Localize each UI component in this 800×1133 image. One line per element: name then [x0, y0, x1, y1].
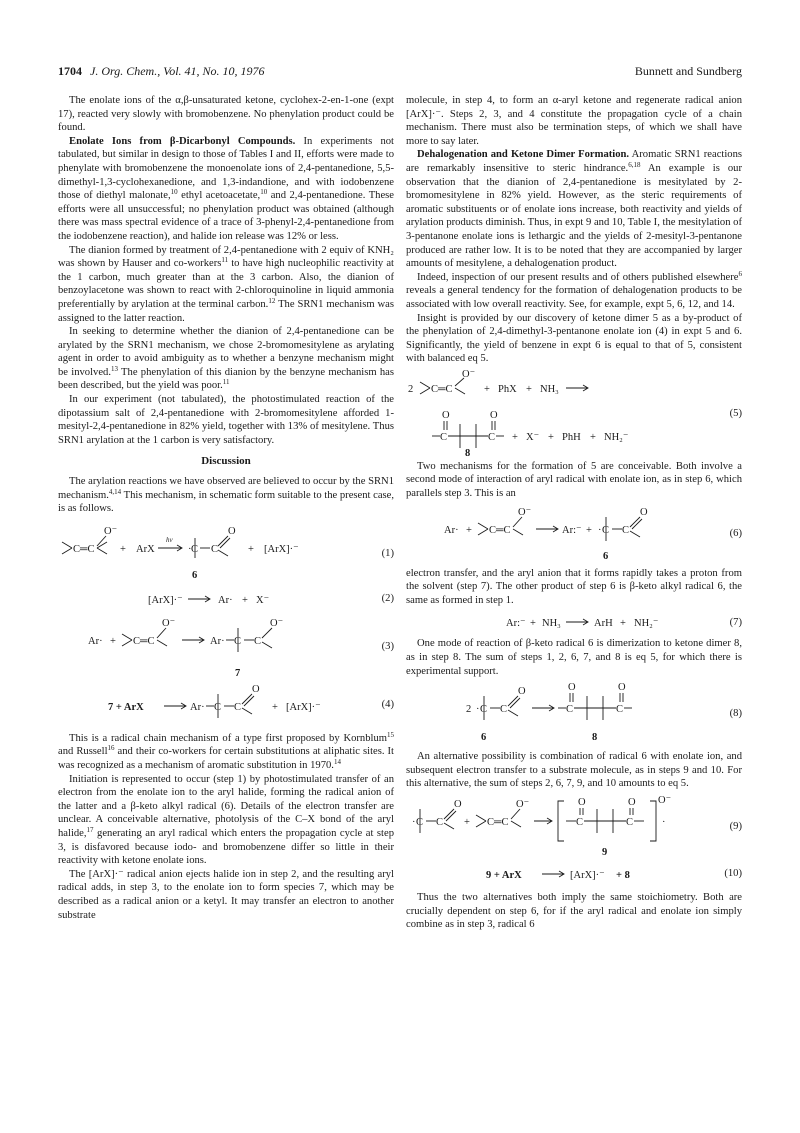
svg-text:O⁻: O⁻ — [462, 368, 476, 380]
svg-text:C: C — [602, 524, 610, 536]
svg-text:NH₂⁻: NH₂⁻ — [634, 618, 659, 630]
header-authors: Bunnett and Sundberg — [634, 64, 742, 78]
svg-text:C═C: C═C — [487, 817, 509, 828]
svg-text:+: + — [530, 618, 536, 630]
svg-text:O: O — [618, 682, 626, 694]
equation-number: (1) — [381, 548, 394, 560]
svg-text:9 + ArX: 9 + ArX — [486, 870, 522, 881]
svg-text:O: O — [442, 409, 450, 421]
paragraph: In seeking to determine whether the dianion of 2,4-pentanedione can be arylated by the SRN1 mechanism, we chose 2-bromomesitylene as arylating agent in order to avoid ambiguity as to whether a benzyne mechanism might be involved.$^{13}$ The phenylation of this dianion by the benzyne mechanism has been described, but the yield was poor.$^{11}$ — [58, 326, 394, 392]
svg-text:NH₃: NH₃ — [540, 383, 559, 395]
paragraph: Dehalogenation and Ketone Dimer Formation. Aromatic SRN1 reactions are remarkably insensitive to steric hindrance.$^{6,18}$ An example is our observation that the dianion of 2,4-pentanedione is mesitylated by 2-bromomesitylene in 82% yield. However, as the steric requirements of aromatic substituents or of enolate ions increase, both reactivity and yields of arylation products diminish. Thus, in expt 9 and 10, Table I, the mesitylation of 3-pentanone enolate ions is lethargic and the yields of 2-mesityl-3-pentanone produced are rather low. It is to be noted that they are accompanied by larger amounts of mesitylene, a dehalogenation product. — [406, 149, 742, 270]
citation: 13 — [110, 364, 118, 373]
journal-citation: J. Org. Chem., Vol. 41, No. 10, 1976 — [90, 64, 265, 78]
svg-text:Ar·: Ar· — [210, 635, 225, 647]
paragraph: Indeed, inspection of our present results and of others published elsewhere$^6$ reveals a general tendency for the formation of dehalogenation products to be associated with low overall reactivity. See, for example, expt 5, 6, 12, and 14. — [406, 269, 742, 310]
paragraph: Enolate Ions from β-Dicarbonyl Compounds. In experiments not tabulated, but similar in design to those of Tables I and II, efforts were made to phenylate with bromobenzene the monoenolate ions of 2,4-pentanedione, 5,5-dimethyl-1,3-cyclohexanedione, and 1,3-indandione, and with iodobenzene those of diethyl malonate,$^{10}$ ethyl acetoacetate,$^{10}$ and 2,4-pentanedione. These efforts were all unsuccessful; no phenylation product was obtained (although there was mass spectral evidence of a trace of 3-phenyl-2,4-pentanedione from the iodobenzene reaction), and halide ion release was 12% or less. — [58, 135, 395, 242]
equation-number: (7) — [729, 616, 742, 628]
run-in-heading: Dehalogenation and Ketone Dimer Formation. — [417, 149, 630, 161]
svg-text:+: + — [464, 817, 470, 828]
citation: 11 — [221, 256, 229, 265]
svg-text:C: C — [616, 704, 624, 716]
running-header — [58, 64, 742, 80]
citation: 17 — [86, 825, 94, 834]
citation: 6,18 — [628, 160, 641, 169]
svg-text:2: 2 — [466, 704, 472, 716]
svg-text:O⁻: O⁻ — [270, 617, 284, 629]
equation-number: (9) — [729, 821, 742, 833]
equation-number: (8) — [729, 708, 742, 720]
svg-text:O: O — [640, 506, 648, 518]
equation-number: (5) — [729, 408, 742, 420]
svg-text:·: · — [188, 543, 192, 555]
equation-number: (6) — [729, 527, 742, 539]
svg-text:O⁻: O⁻ — [518, 506, 532, 518]
svg-text:C: C — [191, 543, 199, 555]
svg-text:Ar:⁻: Ar:⁻ — [562, 524, 582, 536]
svg-text:6: 6 — [192, 569, 198, 581]
svg-text:+: + — [242, 594, 248, 606]
equation-7-structure — [406, 611, 706, 633]
svg-text:NH₂⁻: NH₂⁻ — [604, 431, 629, 443]
citation: 11 — [222, 378, 230, 387]
svg-text:8: 8 — [592, 732, 598, 744]
svg-text:ArH: ArH — [594, 618, 613, 630]
svg-text:·: · — [476, 704, 480, 716]
equation-number: (4) — [381, 699, 394, 711]
equation-6-structure — [406, 505, 706, 563]
paragraph: molecule, in step 4, to form an α-aryl ketone and regenerate radical anion [ArX]·⁻. Steps 2, 3, and 4 constitute the propagation cycle of a chain mechanism. There must also be termination steps, of which we shall have more to say later. — [406, 95, 742, 147]
svg-text:C═C: C═C — [133, 635, 155, 647]
citation: 10 — [260, 188, 268, 197]
svg-text:·: · — [598, 524, 602, 536]
svg-text:O⁻: O⁻ — [658, 795, 672, 806]
equation-5-structure — [406, 368, 706, 459]
citation: 4,14 — [108, 487, 122, 496]
svg-text:C═C: C═C — [73, 543, 95, 555]
svg-text:PhX: PhX — [498, 383, 517, 395]
svg-text:O: O — [568, 682, 576, 694]
svg-text:+: + — [590, 431, 596, 443]
svg-text:Ar·: Ar· — [190, 701, 205, 713]
svg-text:O: O — [578, 797, 586, 808]
svg-text:+: + — [248, 543, 254, 555]
citation: 6 — [738, 269, 742, 278]
svg-text:+: + — [620, 618, 626, 630]
svg-text:Ar·: Ar· — [218, 594, 233, 606]
svg-text:7: 7 — [235, 667, 241, 679]
svg-text:X⁻: X⁻ — [256, 594, 270, 606]
equation-8 — [406, 682, 742, 746]
svg-text:C: C — [234, 701, 242, 713]
svg-text:+: + — [512, 431, 518, 443]
svg-text:C: C — [500, 704, 508, 716]
svg-text:C: C — [214, 701, 222, 713]
citation: 14 — [333, 758, 341, 766]
paragraph: Insight is provided by our discovery of ketone dimer 5 as a by-product of the phenylation of 2,4-dimethyl-3-pentanone enolate ion (4) in expt 5 and 6. Significantly, the yield of benzene in expt 6 is equal to that of 5, consistent with balanced eq 5. — [406, 312, 742, 365]
citation: 15 — [387, 730, 394, 739]
svg-text:PhH: PhH — [562, 431, 581, 443]
equation-4 — [58, 684, 394, 726]
equation-2-structure — [58, 588, 358, 610]
svg-text:C: C — [436, 817, 444, 828]
svg-text:O⁻: O⁻ — [516, 799, 530, 810]
svg-text:NH₃: NH₃ — [542, 618, 561, 630]
svg-text:+: + — [484, 383, 490, 395]
svg-text:O: O — [490, 409, 498, 421]
svg-text:O: O — [252, 683, 260, 695]
page-number: 1704 — [58, 64, 82, 78]
svg-text:+: + — [110, 635, 116, 647]
paragraph: The [ArX]·⁻ radical anion ejects halide ion in step 2, and the resulting aryl radical adds, in step 3, to the enolate ion to form species 7, which may be described as a radical anion or a ketyl. It may transfer an electron to another substrate — [58, 868, 394, 921]
section-title: Discussion — [201, 455, 251, 468]
paragraph: In our experiment (not tabulated), the photostimulated reaction of the dipotassium salt of 2,4-pentanedione with 2-bromomesitylene afforded 1-mesityl-2,4-pentanedione in 82% yield, together with 13% of mesitylene. Thus SRN1 arylation at the 1 carbon is very satisfactory. — [58, 394, 394, 446]
right-column — [406, 94, 742, 932]
equation-9-structure — [406, 795, 706, 859]
equation-number: (10) — [724, 868, 742, 880]
equation-10 — [406, 863, 742, 885]
equation-3-structure — [58, 614, 358, 680]
equation-9 — [406, 795, 742, 859]
paragraph: This is a radical chain mechanism of a type first proposed by Kornblum$^{15}$ and Russell$^{16}$ and their co-workers for certain substitutions at aliphatic sites. It was recognized as a mechanism of aromatic substitution in 1970.14 — [58, 730, 394, 771]
svg-text:7 + ArX: 7 + ArX — [108, 701, 144, 713]
svg-text:C: C — [566, 704, 574, 716]
svg-text:+: + — [120, 543, 126, 555]
svg-text:O: O — [454, 799, 462, 810]
svg-text:+: + — [548, 431, 554, 443]
equation-3 — [58, 614, 394, 680]
svg-text:O: O — [228, 525, 236, 537]
svg-text:ArX: ArX — [136, 543, 155, 555]
svg-text:[ArX]·⁻: [ArX]·⁻ — [148, 594, 183, 606]
citation: 10 — [170, 188, 178, 197]
equation-5 — [406, 368, 742, 459]
svg-text:C: C — [576, 817, 584, 828]
paragraph: An alternative possibility is combination of radical 6 with enolate ion, and subsequent electron transfer to a substrate molecule, as in steps 9 and 10. For this alternative, the sum of steps 2, 6, 7, 9, and 10 amounts to eq 5. — [406, 751, 742, 790]
equation-7 — [406, 611, 742, 633]
equation-6 — [406, 505, 742, 563]
svg-text:X⁻: X⁻ — [526, 431, 540, 443]
svg-text:9: 9 — [602, 847, 608, 858]
paragraph: Thus the two alternatives both imply the same stoichiometry. Both are crucially dependent on step 6, for if the aryl radical and enolate ion simply combine as in step 3, radical 6 — [406, 892, 742, 931]
svg-text:2: 2 — [408, 383, 414, 395]
svg-text:[ArX]·⁻: [ArX]·⁻ — [264, 543, 299, 555]
svg-text:+ 8: + 8 — [616, 870, 630, 881]
left-column — [58, 94, 394, 922]
svg-text:hν: hν — [166, 535, 173, 544]
paragraph: The enolate ions of the α,β-unsaturated ketone, cyclohex-2-en-1-one (expt 17), reacted very slowly with bromobenzene. No phenylation product could be found. — [58, 95, 394, 134]
svg-text:O⁻: O⁻ — [104, 525, 118, 537]
svg-text:8: 8 — [465, 447, 471, 459]
svg-text:O: O — [628, 797, 636, 808]
svg-text:+: + — [526, 383, 532, 395]
svg-text:+: + — [272, 701, 278, 713]
equation-10-structure — [406, 863, 706, 885]
svg-text:C: C — [480, 704, 488, 716]
svg-text:[ArX]·⁻: [ArX]·⁻ — [570, 870, 605, 881]
equation-number: (3) — [381, 641, 394, 653]
equation-8-structure — [406, 682, 706, 746]
svg-text:O⁻: O⁻ — [162, 617, 176, 629]
citation: 12 — [268, 296, 276, 305]
svg-text:C: C — [626, 817, 634, 828]
svg-text:C: C — [440, 431, 448, 443]
svg-text:C: C — [211, 543, 219, 555]
svg-text:C: C — [234, 635, 242, 647]
citation: 16 — [107, 744, 115, 753]
svg-text:C═C: C═C — [489, 524, 511, 536]
svg-text:Ar·: Ar· — [88, 635, 103, 647]
paragraph: electron transfer, and the aryl anion that it forms rapidly takes a proton from the solvent (step 7). The other product of step 6 is β-keto alkyl radical 6, the same as formed in step 1. — [406, 567, 742, 606]
paragraph: One mode of reaction of β-keto radical 6 is dimerization to ketone dimer 8, as in step 8. The sum of steps 1, 2, 6, 7, and 8 is eq 5, for which there is experimental support. — [406, 638, 742, 677]
svg-text:C═C: C═C — [431, 383, 453, 395]
svg-text:Ar:⁻: Ar:⁻ — [506, 618, 526, 630]
equation-2 — [58, 588, 394, 610]
equation-1 — [58, 524, 394, 584]
svg-text:6: 6 — [603, 550, 609, 562]
equation-number: (2) — [381, 593, 394, 605]
svg-text:O: O — [518, 686, 526, 698]
equation-4-structure — [58, 684, 358, 726]
svg-text:C: C — [622, 524, 630, 536]
header-left — [58, 64, 265, 79]
paragraph: The arylation reactions we have observed are believed to occur by the SRN1 mechanism.$^{4,14}$ This mechanism, in schematic form suitable to the present case, is as follows. — [58, 476, 394, 515]
paragraph: The dianion formed by treatment of 2,4-pentanedione with 2 equiv of KNH₂ was shown by Hauser and co-workers$^{11}$ to have high nucleophilic reactivity at the 1 carbon, much greater than at the 3 carbon. Also, the dianion of benzoylacetone was shown to react with 2-chloroquinoline in liquid ammonia preferentially by arylation at the terminal carbon.$^{12}$ The SRN1 mechanism was assigned to the latter reaction. — [58, 244, 394, 324]
paragraph: Initiation is represented to occur (step 1) by photostimulated transfer of an electron from the enolate ion to the aryl halide, forming the radical anion of the latter and a β-keto alkyl radical (6). Details of the electron transfer are unclear. A conceivable alternative, photolysis of the C–X bond of the aryl halide,$^{17}$ generating an aryl radical which enters the propagation cycle at step 3, is disfavored because iodo- and bromobenzene differ so little in their reactivity with ketone enolate ions. — [58, 773, 394, 867]
paragraph: Two mechanisms for the formation of 5 are conceivable. Both involve a second mode of interaction of aryl radical with enolate ion, as in step 6, which parallels step 3. This is an — [406, 460, 742, 500]
run-in-heading: Enolate Ions from β-Dicarbonyl Compounds. — [69, 135, 296, 147]
svg-text:·: · — [412, 817, 416, 828]
svg-text:[ArX]·⁻: [ArX]·⁻ — [286, 701, 321, 713]
equation-1-structure — [58, 524, 358, 584]
svg-text:C: C — [254, 635, 262, 647]
svg-text:C: C — [416, 817, 424, 828]
svg-text:+: + — [466, 524, 472, 536]
svg-text:6: 6 — [481, 732, 487, 744]
svg-text:Ar·: Ar· — [444, 524, 459, 536]
svg-text:+: + — [586, 524, 592, 536]
svg-text:·: · — [662, 817, 666, 828]
svg-text:C: C — [488, 431, 496, 443]
